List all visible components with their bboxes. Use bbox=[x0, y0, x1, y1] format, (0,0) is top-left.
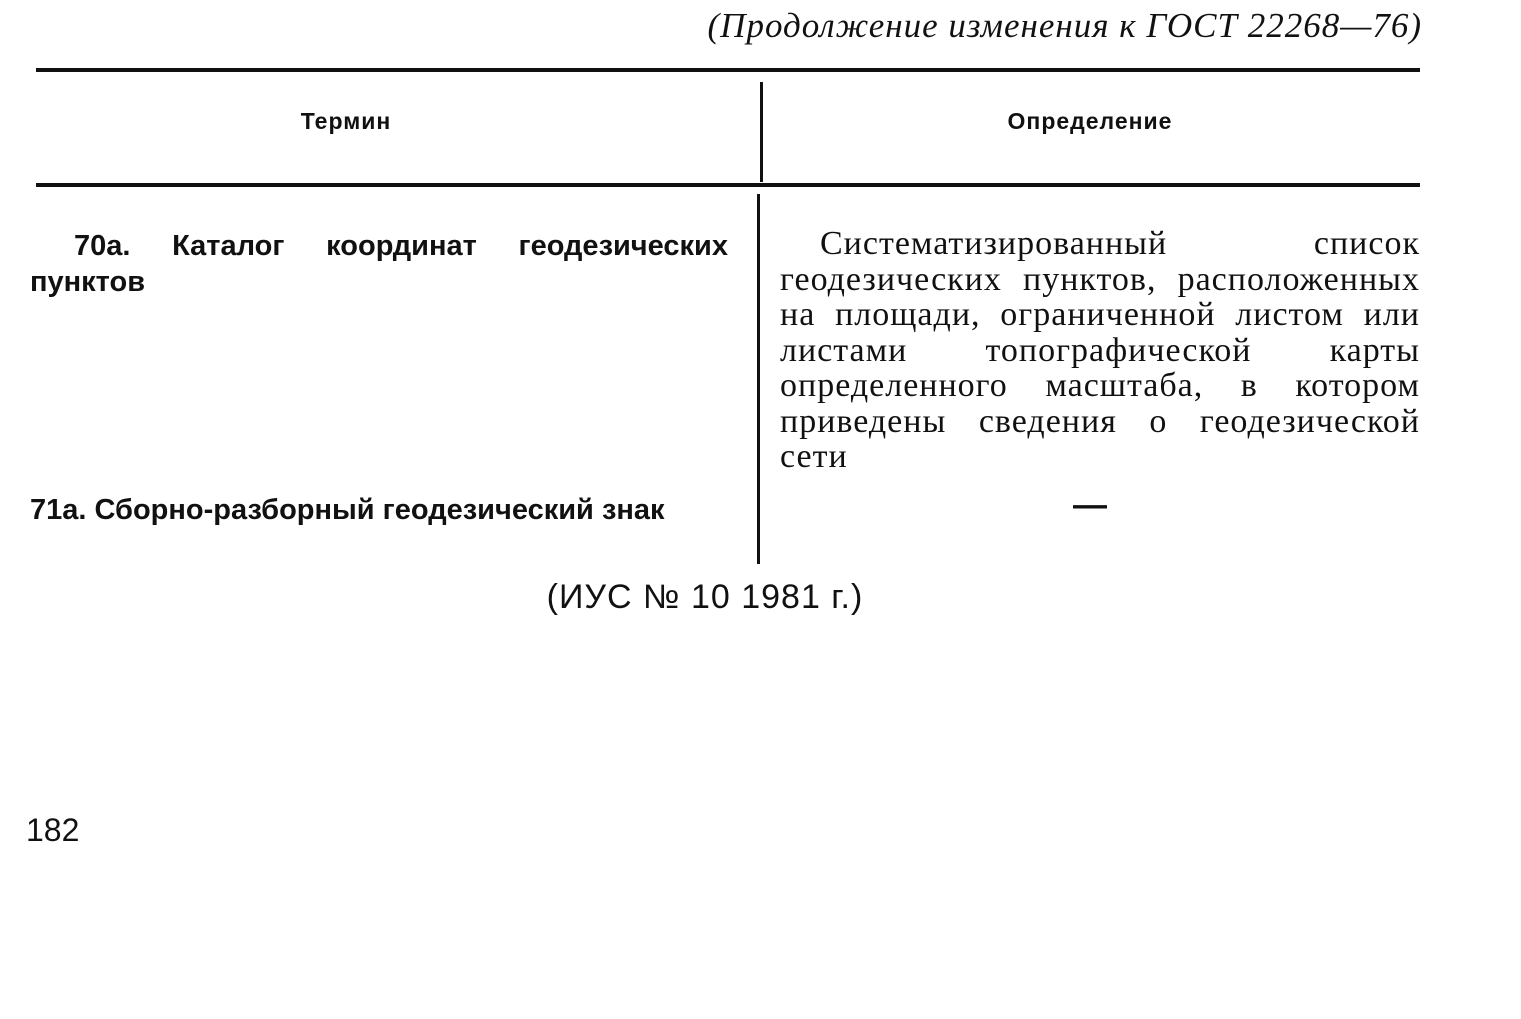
table-row-definition-70a: Систематизированный список геодезических пунктов, расположенных на площади, ограниченной листом или листами топографической карты определенного масштаба, в котором приведены сведения о геодезической сети bbox=[780, 225, 1420, 475]
table-row-term-70a: 70а. Каталог координат геодезических пунктов bbox=[30, 230, 728, 298]
column-header-definition: Определение bbox=[1007, 108, 1173, 134]
table-header-rule bbox=[36, 183, 1420, 187]
page-number: 182 bbox=[26, 812, 80, 848]
source-note: (ИУС № 10 1981 г.) bbox=[546, 578, 864, 616]
table-top-rule bbox=[36, 68, 1420, 72]
column-divider-header bbox=[760, 82, 763, 182]
column-header-term: Термин bbox=[300, 108, 392, 134]
table-row-definition-71a: — bbox=[1073, 486, 1107, 524]
table-row-term-71a: 71а. Сборно-разборный геодезический знак bbox=[30, 494, 665, 526]
column-divider-body bbox=[757, 194, 760, 564]
header-note: (Продолжение изменения к ГОСТ 22268—76) bbox=[707, 6, 1422, 45]
